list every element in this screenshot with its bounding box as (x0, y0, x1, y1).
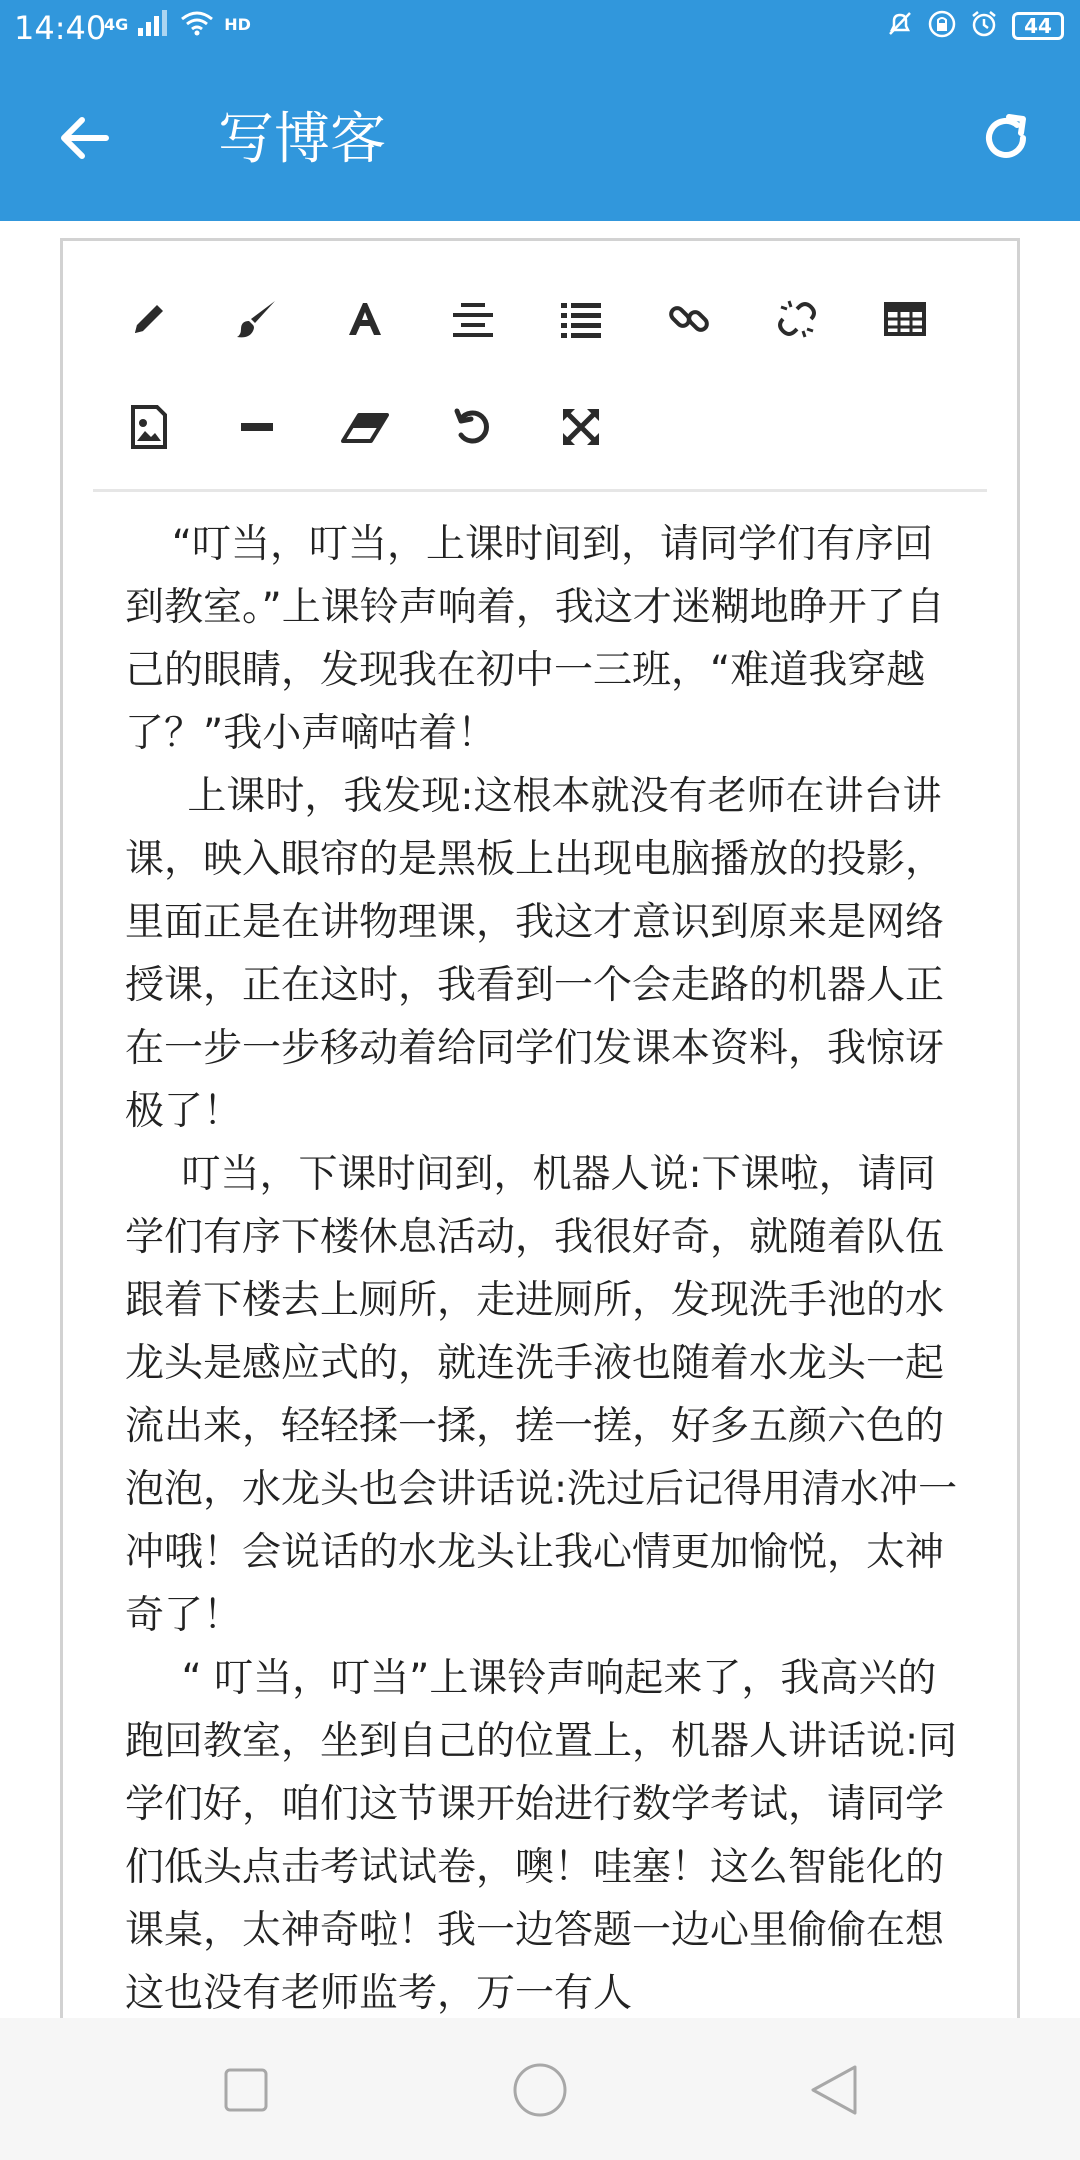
pencil-icon (129, 299, 169, 343)
editor-content[interactable] (125, 513, 965, 2025)
list-button[interactable] (531, 271, 631, 371)
eraser-button[interactable] (315, 379, 415, 479)
back-button[interactable] (52, 108, 116, 172)
paragraph: “叮当，叮当，上课时间到，请同学们有序回到教室。”上课铃声响着，我这才迷糊地睁开了自己的眼睛，发现我在初中一三班，“难道我穿越了？”我小声嘀咕着！ (125, 522, 945, 756)
image-button[interactable] (99, 379, 199, 479)
navigation-bar (0, 2018, 1080, 2160)
link-icon (667, 297, 711, 345)
fullscreen-button[interactable] (531, 379, 631, 479)
square-icon (223, 2067, 269, 2117)
image-icon (129, 405, 169, 453)
unlink-icon (775, 297, 819, 345)
link-button[interactable] (639, 271, 739, 371)
status-bar (0, 0, 1080, 56)
refresh-button[interactable] (974, 108, 1038, 172)
list-icon (559, 299, 603, 343)
hd-label: HD (224, 15, 251, 34)
app-bar (0, 56, 1080, 221)
triangle-back-icon (809, 2063, 859, 2121)
battery-indicator: 44 (1012, 12, 1064, 40)
wifi-icon (180, 10, 214, 40)
editor-toolbar (63, 241, 1017, 493)
bell-muted-icon (886, 10, 914, 42)
brush-icon (235, 297, 279, 345)
toolbar-row-2 (63, 379, 1017, 487)
toolbar-row-1 (63, 271, 1017, 379)
brush-button[interactable] (207, 271, 307, 371)
signal-icon (138, 10, 170, 40)
horizontal-rule-button[interactable] (207, 379, 307, 479)
table-button[interactable] (855, 271, 955, 371)
system-back-button[interactable] (796, 2054, 872, 2130)
horizontal-rule-icon (237, 417, 277, 441)
paragraph: “ 叮当，叮当”上课铃声响起来了，我高兴的跑回教室，坐到自己的位置上，机器人讲话说:同学们好，咱们这节课开始进行数学考试，请同学们低头点击考试试卷，噢！哇塞！这么智能化的课桌，太神奇啦！我一边答题一边心里偷偷在想这也没有老师监考，万一有人 (125, 1656, 958, 2016)
home-button[interactable] (502, 2054, 578, 2130)
network-label: 4G (104, 15, 129, 34)
fullscreen-icon (561, 407, 601, 451)
toolbar-divider (93, 489, 987, 492)
font-icon (345, 299, 385, 343)
lock-rotation-icon (928, 10, 956, 42)
align-center-icon (451, 299, 495, 343)
status-time: 14:40 (14, 9, 107, 47)
undo-button[interactable] (423, 379, 523, 479)
refresh-icon (979, 111, 1033, 169)
recents-button[interactable] (208, 2054, 284, 2130)
align-center-button[interactable] (423, 271, 523, 371)
paragraph: 上课时，我发现:这根本就没有老师在讲台讲课，映入眼帘的是黑板上出现电脑播放的投影，里面正是在讲物理课，我这才意识到原来是网络授课，正在这时，我看到一个会走路的机器人正在一步一步移动着给同学们发课本资料，我惊讶极了！ (125, 774, 945, 1134)
circle-icon (512, 2062, 568, 2122)
paragraph: 叮当，下课时间到，机器人说:下课啦，请同学们有序下楼休息活动，我很好奇，就随着队伍跟着下楼去上厕所，走进厕所，发现洗手池的水龙头是感应式的，就连洗手液也随着水龙头一起流出来，轻轻揉一揉，搓一搓，好多五颜六色的泡泡，水龙头也会讲话说:洗过后记得用清水冲一冲哦！会说话的水龙头让我心情更加愉悦，太神奇了！ (125, 1152, 958, 1638)
alarm-icon (970, 10, 998, 42)
arrow-left-icon (58, 116, 110, 164)
page-title: 写博客 (218, 107, 386, 172)
blog-editor (60, 238, 1020, 2038)
table-icon (883, 299, 927, 343)
undo-icon (453, 407, 493, 451)
pencil-button[interactable] (99, 271, 199, 371)
eraser-icon (341, 409, 389, 449)
font-button[interactable] (315, 271, 415, 371)
unlink-button[interactable] (747, 271, 847, 371)
